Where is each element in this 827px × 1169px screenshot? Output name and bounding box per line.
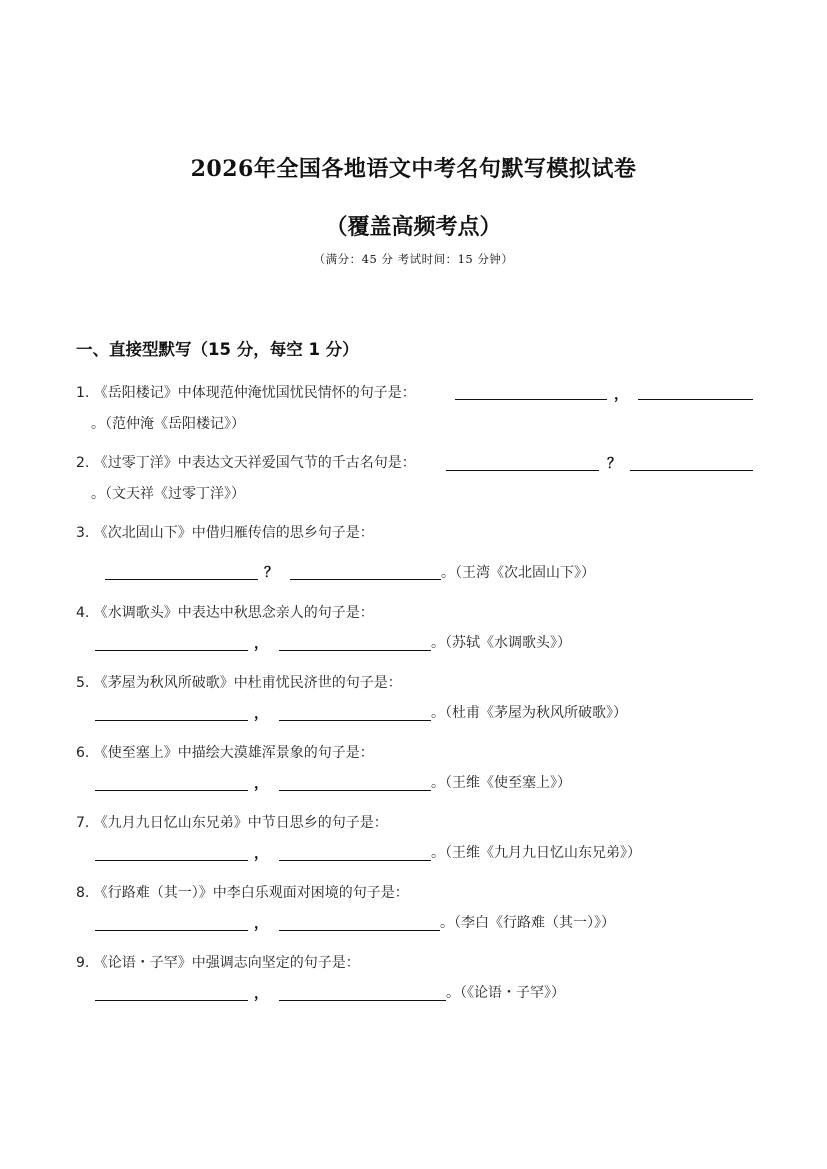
question-source: 。（杜甫《茅屋为秋风所破歌》） [431, 705, 627, 721]
answer-blank[interactable] [290, 579, 441, 580]
question-source: 。（李白《行路难（其一）》） [440, 915, 615, 931]
answer-blank[interactable] [446, 470, 599, 471]
question-source: 。（王湾《次北固山下》） [441, 565, 595, 581]
separator: ， [254, 636, 268, 652]
answer-blank[interactable] [279, 930, 440, 931]
question-source: 。（王维《使至塞上》） [431, 775, 571, 791]
question-source: 。（王维《九月九日忆山东兄弟》） [431, 845, 641, 861]
separator: ， [254, 776, 268, 792]
question-prompt: 3. 《次北固山下》中借归雁传信的思乡句子是： [76, 525, 374, 541]
exam-title: 2026年全国各地语文中考名句默写模拟试卷 [190, 156, 637, 182]
separator: ， [254, 916, 268, 932]
answer-blank[interactable] [279, 860, 431, 861]
question-prompt: 6. 《使至塞上》中描绘大漠雄浑景象的句子是： [76, 745, 374, 761]
separator: ， [254, 986, 268, 1002]
answer-blank[interactable] [105, 579, 258, 580]
answer-blank[interactable] [95, 860, 248, 861]
separator: ？ [607, 456, 621, 472]
question-prompt: 2. 《过零丁洋》中表达文天祥爱国气节的千古名句是： [76, 455, 416, 471]
question-prompt: 5. 《茅屋为秋风所破歌》中杜甫忧民济世的句子是： [76, 675, 402, 691]
answer-blank[interactable] [95, 720, 248, 721]
exam-meta: （满分：45 分 考试时间：15 分钟） [313, 252, 514, 266]
answer-blank[interactable] [95, 1000, 248, 1001]
question-prompt: 4. 《水调歌头》中表达中秋思念亲人的句子是： [76, 605, 374, 621]
answer-blank[interactable] [95, 790, 248, 791]
question-prompt: 7. 《九月九日忆山东兄弟》中节日思乡的句子是： [76, 815, 388, 831]
question-source: 。（《论语・子罕》） [446, 985, 565, 1001]
answer-blank[interactable] [455, 399, 607, 400]
question-prompt: 8. 《行路难（其一）》中李白乐观面对困境的句子是： [76, 885, 409, 901]
question-source: 。（苏轼《水调歌头》） [431, 635, 571, 651]
answer-blank[interactable] [279, 720, 431, 721]
exam-subtitle: （覆盖高频考点） [325, 214, 502, 240]
question-source: 。（范仲淹《岳阳楼记》） [91, 416, 245, 432]
answer-blank[interactable] [630, 470, 753, 471]
answer-blank[interactable] [279, 650, 431, 651]
section-heading: 一、直接型默写（15 分，每空 1 分） [76, 340, 359, 359]
answer-blank[interactable] [638, 399, 753, 400]
answer-blank[interactable] [95, 930, 248, 931]
separator: ？ [264, 565, 278, 581]
answer-blank[interactable] [279, 1000, 446, 1001]
separator: ， [614, 387, 628, 403]
question-prompt: 9. 《论语・子罕》中强调志向坚定的句子是： [76, 955, 360, 971]
separator: ， [254, 706, 268, 722]
question-source: 。（文天祥《过零丁洋》） [91, 486, 245, 502]
answer-blank[interactable] [279, 790, 431, 791]
question-prompt: 1. 《岳阳楼记》中体现范仲淹忧国忧民情怀的句子是： [76, 385, 416, 401]
separator: ， [254, 846, 268, 862]
answer-blank[interactable] [95, 650, 248, 651]
